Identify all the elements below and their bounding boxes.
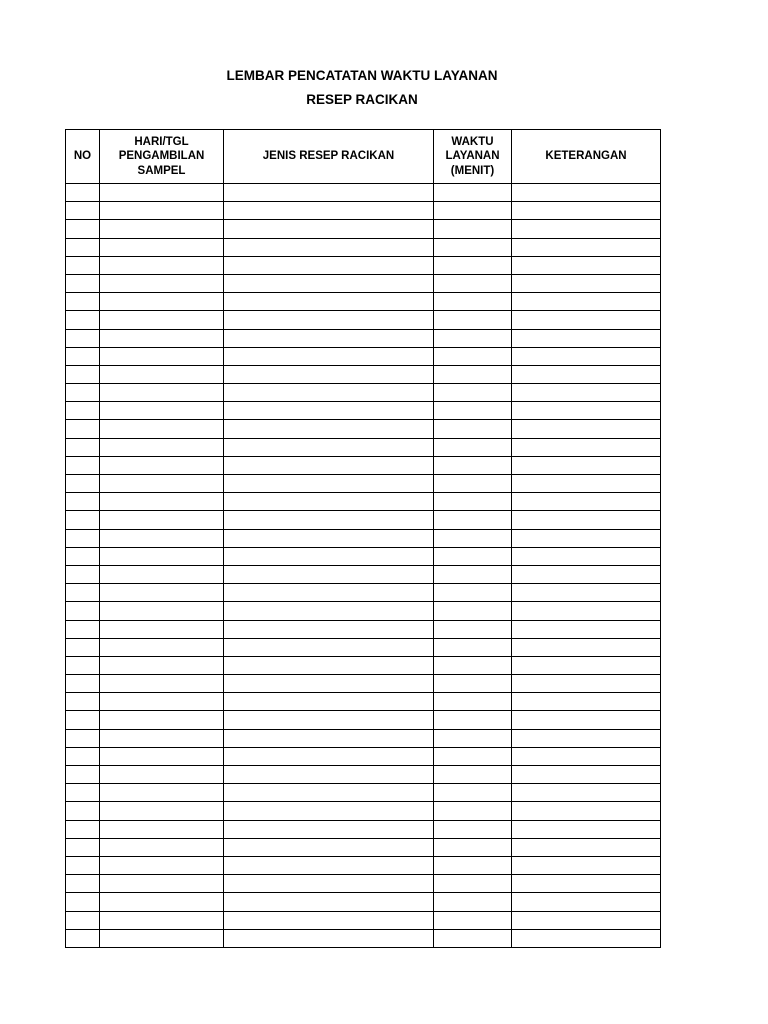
cell-no bbox=[66, 893, 100, 911]
header-date-line-3: SAMPEL bbox=[137, 164, 186, 177]
cell-date bbox=[100, 529, 224, 547]
cell-no bbox=[66, 529, 100, 547]
cell-recipe-type bbox=[224, 511, 434, 529]
cell-service-time bbox=[434, 620, 512, 638]
cell-date bbox=[100, 638, 224, 656]
cell-recipe-type bbox=[224, 438, 434, 456]
table-row bbox=[66, 602, 661, 620]
cell-date bbox=[100, 893, 224, 911]
cell-service-time bbox=[434, 675, 512, 693]
cell-service-time bbox=[434, 402, 512, 420]
cell-date bbox=[100, 656, 224, 674]
table-row bbox=[66, 893, 661, 911]
cell-service-time bbox=[434, 693, 512, 711]
cell-date bbox=[100, 329, 224, 347]
table-row bbox=[66, 420, 661, 438]
table-row bbox=[66, 365, 661, 383]
header-time-line-1: WAKTU bbox=[451, 135, 494, 148]
cell-no bbox=[66, 747, 100, 765]
cell-notes bbox=[512, 602, 661, 620]
cell-recipe-type bbox=[224, 711, 434, 729]
cell-no bbox=[66, 475, 100, 493]
table-row bbox=[66, 511, 661, 529]
table-row bbox=[66, 711, 661, 729]
cell-service-time bbox=[434, 802, 512, 820]
cell-recipe-type bbox=[224, 565, 434, 583]
cell-date bbox=[100, 365, 224, 383]
cell-date bbox=[100, 274, 224, 292]
cell-service-time bbox=[434, 875, 512, 893]
header-notes: KETERANGAN bbox=[512, 130, 661, 184]
cell-service-time bbox=[434, 820, 512, 838]
cell-notes bbox=[512, 238, 661, 256]
cell-date bbox=[100, 693, 224, 711]
cell-date bbox=[100, 911, 224, 929]
header-service-time bbox=[434, 130, 512, 184]
cell-date bbox=[100, 438, 224, 456]
cell-notes bbox=[512, 384, 661, 402]
cell-recipe-type bbox=[224, 784, 434, 802]
cell-recipe-type bbox=[224, 729, 434, 747]
table-row bbox=[66, 184, 661, 202]
title-line-2: RESEP RACIKAN bbox=[306, 92, 418, 107]
cell-notes bbox=[512, 784, 661, 802]
table-row bbox=[66, 565, 661, 583]
cell-service-time bbox=[434, 838, 512, 856]
cell-notes bbox=[512, 456, 661, 474]
cell-service-time bbox=[434, 220, 512, 238]
header-time-line-3: (MENIT) bbox=[450, 164, 495, 177]
cell-service-time bbox=[434, 584, 512, 602]
cell-service-time bbox=[434, 202, 512, 220]
title-line-1: LEMBAR PENCATATAN WAKTU LAYANAN bbox=[226, 68, 498, 83]
table-row bbox=[66, 747, 661, 765]
cell-date bbox=[100, 602, 224, 620]
cell-date bbox=[100, 838, 224, 856]
cell-service-time bbox=[434, 638, 512, 656]
cell-recipe-type bbox=[224, 802, 434, 820]
header-no: NO bbox=[66, 130, 100, 184]
cell-no bbox=[66, 420, 100, 438]
cell-recipe-type bbox=[224, 911, 434, 929]
cell-recipe-type bbox=[224, 675, 434, 693]
header-time-line-2: LAYANAN bbox=[445, 150, 500, 163]
cell-service-time bbox=[434, 511, 512, 529]
cell-notes bbox=[512, 656, 661, 674]
cell-recipe-type bbox=[224, 766, 434, 784]
cell-recipe-type bbox=[224, 274, 434, 292]
cell-notes bbox=[512, 420, 661, 438]
cell-recipe-type bbox=[224, 311, 434, 329]
cell-service-time bbox=[434, 274, 512, 292]
cell-date bbox=[100, 456, 224, 474]
cell-no bbox=[66, 511, 100, 529]
cell-date bbox=[100, 547, 224, 565]
table-row bbox=[66, 256, 661, 274]
cell-no bbox=[66, 202, 100, 220]
cell-recipe-type bbox=[224, 620, 434, 638]
cell-notes bbox=[512, 766, 661, 784]
cell-date bbox=[100, 402, 224, 420]
cell-no bbox=[66, 693, 100, 711]
cell-date bbox=[100, 202, 224, 220]
cell-date bbox=[100, 420, 224, 438]
cell-recipe-type bbox=[224, 875, 434, 893]
cell-notes bbox=[512, 620, 661, 638]
cell-recipe-type bbox=[224, 529, 434, 547]
table-row bbox=[66, 384, 661, 402]
cell-service-time bbox=[434, 384, 512, 402]
cell-no bbox=[66, 584, 100, 602]
cell-recipe-type bbox=[224, 329, 434, 347]
cell-no bbox=[66, 711, 100, 729]
cell-no bbox=[66, 856, 100, 874]
cell-date bbox=[100, 475, 224, 493]
cell-service-time bbox=[434, 365, 512, 383]
table-row bbox=[66, 547, 661, 565]
cell-recipe-type bbox=[224, 347, 434, 365]
cell-service-time bbox=[434, 311, 512, 329]
cell-service-time bbox=[434, 911, 512, 929]
cell-service-time bbox=[434, 656, 512, 674]
table-row bbox=[66, 456, 661, 474]
cell-recipe-type bbox=[224, 456, 434, 474]
cell-recipe-type bbox=[224, 820, 434, 838]
cell-recipe-type bbox=[224, 420, 434, 438]
cell-notes bbox=[512, 293, 661, 311]
cell-notes bbox=[512, 929, 661, 947]
cell-notes bbox=[512, 565, 661, 583]
cell-service-time bbox=[434, 475, 512, 493]
cell-service-time bbox=[434, 856, 512, 874]
cell-notes bbox=[512, 256, 661, 274]
table-row bbox=[66, 529, 661, 547]
cell-date bbox=[100, 856, 224, 874]
cell-recipe-type bbox=[224, 584, 434, 602]
cell-no bbox=[66, 238, 100, 256]
cell-notes bbox=[512, 475, 661, 493]
cell-no bbox=[66, 384, 100, 402]
cell-no bbox=[66, 802, 100, 820]
cell-no bbox=[66, 311, 100, 329]
cell-date bbox=[100, 747, 224, 765]
cell-notes bbox=[512, 838, 661, 856]
cell-service-time bbox=[434, 493, 512, 511]
table-row bbox=[66, 584, 661, 602]
cell-notes bbox=[512, 711, 661, 729]
cell-date bbox=[100, 347, 224, 365]
cell-date bbox=[100, 802, 224, 820]
table-row bbox=[66, 656, 661, 674]
cell-notes bbox=[512, 584, 661, 602]
cell-notes bbox=[512, 438, 661, 456]
cell-date bbox=[100, 293, 224, 311]
cell-service-time bbox=[434, 784, 512, 802]
cell-no bbox=[66, 402, 100, 420]
cell-date bbox=[100, 784, 224, 802]
cell-no bbox=[66, 438, 100, 456]
cell-recipe-type bbox=[224, 547, 434, 565]
table-row bbox=[66, 838, 661, 856]
table-row bbox=[66, 347, 661, 365]
table-row bbox=[66, 202, 661, 220]
cell-notes bbox=[512, 875, 661, 893]
cell-recipe-type bbox=[224, 365, 434, 383]
cell-recipe-type bbox=[224, 747, 434, 765]
cell-notes bbox=[512, 184, 661, 202]
cell-recipe-type bbox=[224, 656, 434, 674]
cell-date bbox=[100, 511, 224, 529]
cell-service-time bbox=[434, 729, 512, 747]
cell-recipe-type bbox=[224, 184, 434, 202]
cell-no bbox=[66, 729, 100, 747]
cell-notes bbox=[512, 365, 661, 383]
header-date-line-1: HARI/TGL bbox=[134, 135, 189, 148]
cell-service-time bbox=[434, 747, 512, 765]
cell-notes bbox=[512, 493, 661, 511]
cell-no bbox=[66, 347, 100, 365]
header-date-line-2: PENGAMBILAN bbox=[118, 150, 205, 163]
table-row bbox=[66, 329, 661, 347]
cell-no bbox=[66, 602, 100, 620]
table-row bbox=[66, 766, 661, 784]
cell-service-time bbox=[434, 347, 512, 365]
table-row bbox=[66, 274, 661, 292]
cell-no bbox=[66, 493, 100, 511]
cell-notes bbox=[512, 202, 661, 220]
cell-notes bbox=[512, 638, 661, 656]
cell-date bbox=[100, 711, 224, 729]
cell-date bbox=[100, 238, 224, 256]
document-title bbox=[0, 64, 724, 112]
cell-date bbox=[100, 493, 224, 511]
cell-no bbox=[66, 220, 100, 238]
cell-recipe-type bbox=[224, 493, 434, 511]
cell-no bbox=[66, 784, 100, 802]
cell-no bbox=[66, 256, 100, 274]
cell-recipe-type bbox=[224, 402, 434, 420]
table-row bbox=[66, 220, 661, 238]
header-date bbox=[100, 130, 224, 184]
cell-recipe-type bbox=[224, 893, 434, 911]
table-row bbox=[66, 475, 661, 493]
cell-date bbox=[100, 820, 224, 838]
table-row bbox=[66, 438, 661, 456]
table-row bbox=[66, 929, 661, 947]
cell-service-time bbox=[434, 565, 512, 583]
cell-no bbox=[66, 656, 100, 674]
cell-no bbox=[66, 547, 100, 565]
cell-date bbox=[100, 384, 224, 402]
table-row bbox=[66, 493, 661, 511]
cell-notes bbox=[512, 402, 661, 420]
cell-notes bbox=[512, 547, 661, 565]
table-header-row bbox=[66, 130, 661, 184]
table-row bbox=[66, 238, 661, 256]
cell-service-time bbox=[434, 420, 512, 438]
cell-notes bbox=[512, 329, 661, 347]
cell-recipe-type bbox=[224, 256, 434, 274]
table-row bbox=[66, 820, 661, 838]
cell-service-time bbox=[434, 184, 512, 202]
cell-service-time bbox=[434, 929, 512, 947]
table-row bbox=[66, 856, 661, 874]
cell-service-time bbox=[434, 256, 512, 274]
cell-recipe-type bbox=[224, 638, 434, 656]
table-row bbox=[66, 675, 661, 693]
cell-date bbox=[100, 584, 224, 602]
cell-service-time bbox=[434, 293, 512, 311]
cell-date bbox=[100, 729, 224, 747]
table-row bbox=[66, 911, 661, 929]
cell-notes bbox=[512, 511, 661, 529]
table-row bbox=[66, 784, 661, 802]
table-row bbox=[66, 293, 661, 311]
cell-notes bbox=[512, 747, 661, 765]
table-row bbox=[66, 875, 661, 893]
cell-notes bbox=[512, 675, 661, 693]
table-row bbox=[66, 620, 661, 638]
cell-no bbox=[66, 766, 100, 784]
table-row bbox=[66, 638, 661, 656]
cell-notes bbox=[512, 220, 661, 238]
cell-notes bbox=[512, 893, 661, 911]
cell-notes bbox=[512, 311, 661, 329]
cell-date bbox=[100, 184, 224, 202]
cell-recipe-type bbox=[224, 602, 434, 620]
cell-recipe-type bbox=[224, 856, 434, 874]
cell-notes bbox=[512, 274, 661, 292]
cell-recipe-type bbox=[224, 220, 434, 238]
cell-date bbox=[100, 565, 224, 583]
cell-notes bbox=[512, 693, 661, 711]
header-recipe-type: JENIS RESEP RACIKAN bbox=[224, 130, 434, 184]
table-row bbox=[66, 311, 661, 329]
cell-service-time bbox=[434, 456, 512, 474]
cell-notes bbox=[512, 911, 661, 929]
cell-no bbox=[66, 365, 100, 383]
cell-notes bbox=[512, 856, 661, 874]
cell-no bbox=[66, 456, 100, 474]
cell-notes bbox=[512, 529, 661, 547]
cell-recipe-type bbox=[224, 384, 434, 402]
cell-no bbox=[66, 620, 100, 638]
cell-date bbox=[100, 220, 224, 238]
cell-service-time bbox=[434, 238, 512, 256]
cell-recipe-type bbox=[224, 929, 434, 947]
cell-no bbox=[66, 638, 100, 656]
cell-date bbox=[100, 929, 224, 947]
cell-service-time bbox=[434, 329, 512, 347]
cell-service-time bbox=[434, 529, 512, 547]
table-row bbox=[66, 693, 661, 711]
cell-notes bbox=[512, 729, 661, 747]
cell-notes bbox=[512, 347, 661, 365]
cell-recipe-type bbox=[224, 293, 434, 311]
cell-date bbox=[100, 875, 224, 893]
cell-recipe-type bbox=[224, 238, 434, 256]
cell-notes bbox=[512, 802, 661, 820]
cell-date bbox=[100, 620, 224, 638]
table-body bbox=[66, 184, 661, 948]
cell-no bbox=[66, 184, 100, 202]
cell-notes bbox=[512, 820, 661, 838]
cell-service-time bbox=[434, 602, 512, 620]
cell-no bbox=[66, 875, 100, 893]
table-row bbox=[66, 402, 661, 420]
cell-no bbox=[66, 293, 100, 311]
table-row bbox=[66, 729, 661, 747]
cell-service-time bbox=[434, 766, 512, 784]
cell-no bbox=[66, 838, 100, 856]
table-row bbox=[66, 802, 661, 820]
cell-service-time bbox=[434, 711, 512, 729]
cell-recipe-type bbox=[224, 202, 434, 220]
cell-date bbox=[100, 675, 224, 693]
cell-no bbox=[66, 675, 100, 693]
cell-no bbox=[66, 911, 100, 929]
cell-date bbox=[100, 256, 224, 274]
cell-service-time bbox=[434, 438, 512, 456]
cell-recipe-type bbox=[224, 475, 434, 493]
cell-date bbox=[100, 766, 224, 784]
cell-service-time bbox=[434, 893, 512, 911]
cell-recipe-type bbox=[224, 693, 434, 711]
cell-service-time bbox=[434, 547, 512, 565]
cell-no bbox=[66, 820, 100, 838]
cell-date bbox=[100, 311, 224, 329]
cell-recipe-type bbox=[224, 838, 434, 856]
cell-no bbox=[66, 929, 100, 947]
cell-no bbox=[66, 329, 100, 347]
cell-no bbox=[66, 565, 100, 583]
service-time-log-table bbox=[65, 129, 661, 948]
cell-no bbox=[66, 274, 100, 292]
